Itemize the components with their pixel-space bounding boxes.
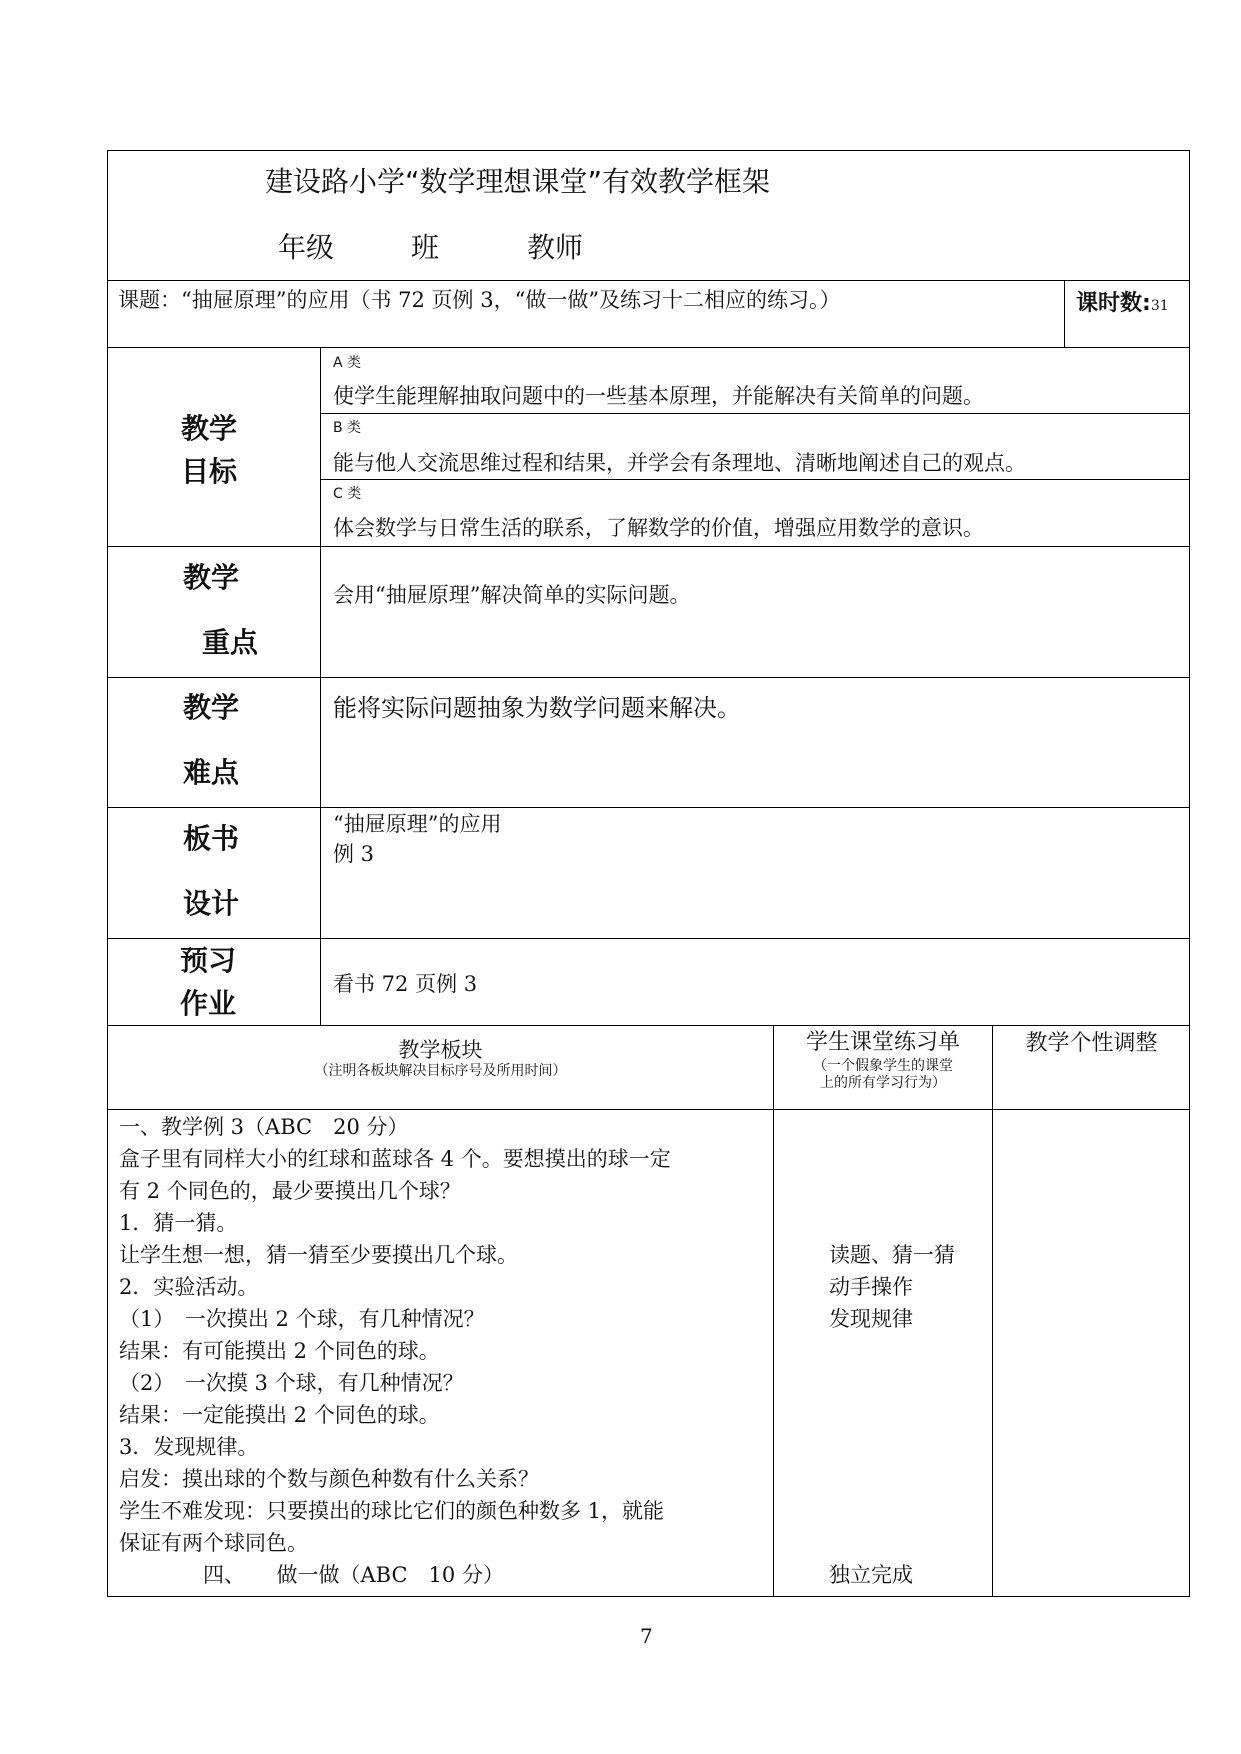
divider bbox=[320, 413, 1190, 414]
goals-label-line1: 教学 bbox=[181, 412, 238, 445]
content-line: 2．实验活动。 bbox=[119, 1275, 259, 1299]
teacher-label: 教师 bbox=[527, 231, 584, 264]
divider bbox=[773, 1025, 774, 1596]
divider bbox=[107, 1109, 1190, 1110]
lesson-content bbox=[119, 1111, 671, 1591]
activity-line: 发现规律 bbox=[829, 1307, 913, 1331]
divider bbox=[107, 938, 1190, 939]
difficulties-text: 能将实际问题抽象为数学问题来解决。 bbox=[333, 694, 741, 722]
goal-c-text: 体会数学与日常生活的联系，了解数学的价值，增强应用数学的意识。 bbox=[333, 516, 984, 540]
col2-note-line2: 上的所有学习行为） bbox=[820, 1075, 946, 1091]
content-line: 让学生想一想，猜一猜至少要摸出几个球。 bbox=[119, 1243, 518, 1267]
goal-b-text: 能与他人交流思维过程和结果，并学会有条理地、清晰地阐述自己的观点。 bbox=[333, 451, 1026, 475]
student-activities bbox=[829, 1239, 955, 1335]
divider bbox=[107, 677, 1190, 678]
hours-value: 31 bbox=[1150, 298, 1169, 314]
hours-label: 课时数: bbox=[1076, 291, 1151, 316]
goals-label-line2: 目标 bbox=[181, 455, 238, 488]
divider bbox=[107, 807, 1190, 808]
board-design-line2: 例 3 bbox=[333, 842, 375, 866]
border-top bbox=[107, 150, 1190, 151]
grade-label: 年级 bbox=[278, 231, 335, 264]
goal-a-label: A 类 bbox=[333, 355, 362, 371]
content-line: 结果：一定能摸出 2 个同色的球。 bbox=[119, 1403, 440, 1427]
page-number: 7 bbox=[640, 1624, 653, 1648]
content-line: 有 2 个同色的，最少要摸出几个球？ bbox=[119, 1179, 461, 1203]
topic-row bbox=[118, 288, 841, 312]
content-line: 保证有两个球同色。 bbox=[119, 1531, 308, 1555]
activity-line: 读题、猜一猜 bbox=[829, 1243, 955, 1267]
divider bbox=[107, 280, 1190, 281]
class-label: 班 bbox=[411, 231, 440, 264]
border-right bbox=[1189, 150, 1190, 1597]
difficulties-label-line1: 教学 bbox=[183, 691, 240, 724]
document-title: 建设路小学“数学理想课堂”有效教学框架 bbox=[265, 165, 771, 198]
content-line: 启发：摸出球的个数与颜色种数有什么关系？ bbox=[119, 1467, 539, 1491]
difficulties-label-line2: 难点 bbox=[183, 756, 240, 789]
content-line: 学生不难发现：只要摸出的球比它们的颜色种数多 1，就能 bbox=[119, 1499, 665, 1523]
content-line: 结果：有可能摸出 2 个同色的球。 bbox=[119, 1339, 440, 1363]
board-design-line1: “抽屉原理”的应用 bbox=[333, 812, 502, 836]
col1-note: （注明各板块解决目标序号及所用时间） bbox=[314, 1063, 567, 1079]
lesson-hours bbox=[1076, 286, 1169, 317]
divider bbox=[320, 347, 321, 1026]
preview-label-line1: 预习 bbox=[180, 944, 237, 977]
board-design-label-line2: 设计 bbox=[183, 887, 240, 920]
col1-header bbox=[108, 1037, 773, 1080]
border-left bbox=[107, 150, 108, 1597]
col2-header bbox=[774, 1028, 992, 1092]
content-line: 四、 做一做（ABC 10 分） bbox=[119, 1563, 504, 1587]
col3-title: 教学个性调整 bbox=[1025, 1031, 1158, 1056]
key-points-text: 会用“抽屉原理”解决简单的实际问题。 bbox=[333, 583, 691, 607]
divider bbox=[992, 1025, 993, 1596]
preview-label-line2: 作业 bbox=[180, 987, 237, 1020]
topic-label: 课题： bbox=[118, 288, 181, 312]
divider bbox=[320, 479, 1190, 480]
divider bbox=[107, 1025, 1190, 1026]
col2-note-line1: （一个假象学生的课堂 bbox=[813, 1058, 953, 1074]
content-line: （1） 一次摸出 2 个球，有几种情况？ bbox=[119, 1307, 485, 1331]
content-line: 1．猜一猜。 bbox=[119, 1211, 238, 1235]
col1-title: 教学板块 bbox=[398, 1038, 483, 1062]
key-points-label-line2: 重点 bbox=[202, 626, 259, 659]
divider bbox=[107, 546, 1190, 547]
divider bbox=[107, 347, 1190, 348]
preview-text: 看书 72 页例 3 bbox=[333, 972, 478, 996]
content-line: 盒子里有同样大小的红球和蓝球各 4 个。要想摸出的球一定 bbox=[119, 1147, 671, 1171]
content-line: 3．发现规律。 bbox=[119, 1435, 259, 1459]
topic-text: “抽屉原理”的应用（书 72 页例 3，“做一做”及练习十二相应的练习。） bbox=[181, 288, 841, 312]
border-bottom bbox=[107, 1596, 1190, 1597]
activity-line: 动手操作 bbox=[829, 1275, 913, 1299]
preview-label bbox=[180, 939, 236, 1025]
col2-title: 学生课堂练习单 bbox=[805, 1030, 960, 1055]
activity-line-independent: 独立完成 bbox=[829, 1563, 913, 1587]
key-points-label-line1: 教学 bbox=[183, 561, 240, 594]
goals-label bbox=[181, 407, 237, 493]
goal-a-text: 使学生能理解抽取问题中的一些基本原理，并能解决有关简单的问题。 bbox=[333, 384, 984, 408]
goal-b-label: B 类 bbox=[333, 420, 362, 436]
content-line: （2） 一次摸 3 个球，有几种情况？ bbox=[119, 1371, 464, 1395]
goal-c-label: C 类 bbox=[333, 486, 362, 502]
content-line: 一、教学例 3（ABC 20 分） bbox=[119, 1115, 409, 1139]
board-design-label-line1: 板书 bbox=[183, 822, 240, 855]
divider bbox=[1064, 280, 1065, 347]
